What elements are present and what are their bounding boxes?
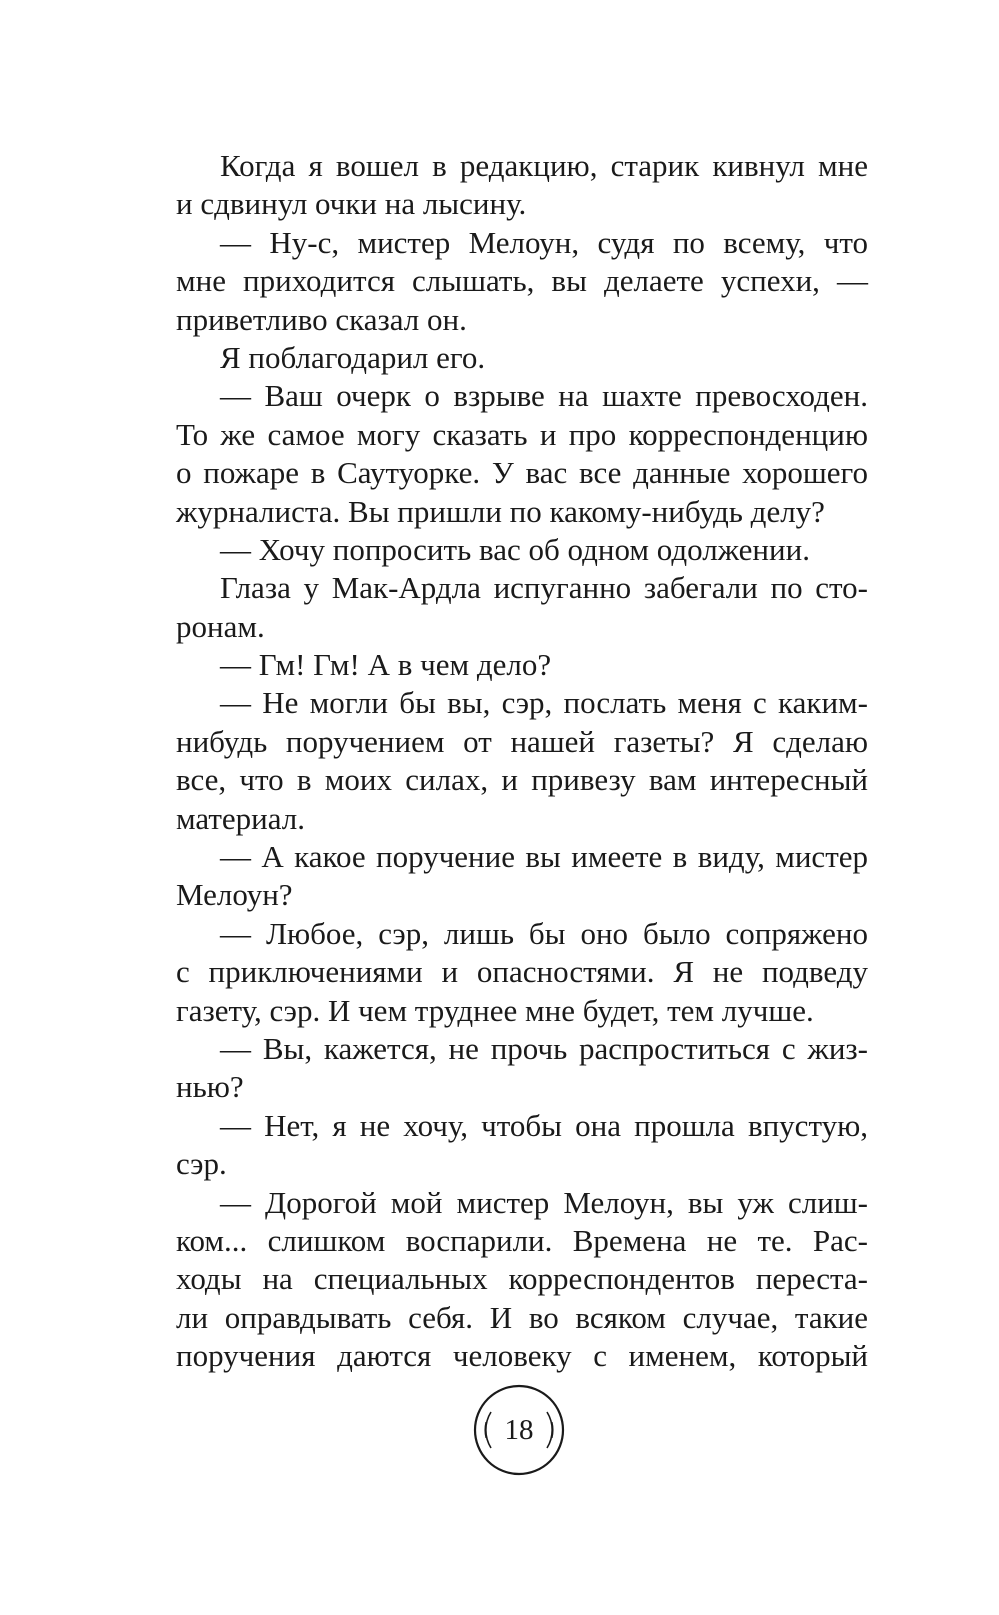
- text-line: мне приходится слышать, вы делаете успехи, —: [176, 263, 868, 299]
- page-number: 18: [504, 1414, 534, 1446]
- text-line: поручения даются человеку с именем, который: [176, 1338, 868, 1374]
- text-line: материал.: [176, 800, 306, 836]
- text-line: журналиста. Вы пришли по какому-нибудь делу?: [176, 493, 825, 529]
- text-line: Мелоун?: [176, 877, 293, 913]
- text-line: ком... слишком воспарили. Времена не те. Рас-: [176, 1222, 868, 1258]
- text-line: Глаза у Мак-Ардла испуганно забегали по сто-: [220, 570, 868, 606]
- text-line: и сдвинул очки на лысину.: [176, 186, 527, 222]
- text-line: — Любое, сэр, лишь бы оно было сопряжено: [220, 915, 868, 951]
- text-line: приветливо сказал он.: [176, 301, 467, 337]
- text-line: — Дорогой мой мистер Мелоун, вы уж слиш-: [220, 1184, 868, 1220]
- text-line: ронам.: [176, 608, 265, 644]
- text-line: — Хочу попросить вас об одном одолжении.: [220, 531, 810, 567]
- text-line: с приключениями и опасностями. Я не подведу: [176, 954, 868, 990]
- text-line: — Гм! Гм! А в чем дело?: [220, 647, 552, 683]
- text-line: — А какое поручение вы имеете в виду, мистер: [220, 839, 868, 875]
- text-line: сэр.: [176, 1146, 227, 1182]
- page-number-badge: [471, 1382, 567, 1478]
- text-line: все, что в моих силах, и привезу вам интересный: [176, 762, 868, 798]
- text-line: о пожаре в Саутуорке. У вас все данные хорошего: [176, 455, 868, 491]
- text-line: — Вы, кажется, не прочь распроститься с жиз-: [220, 1030, 868, 1066]
- text-line: — Ну-с, мистер Мелоун, судя по всему, что: [220, 224, 868, 260]
- text-line: ли оправдывать себя. И во всяком случае, такие: [176, 1299, 868, 1335]
- text-line: Я поблагодарил его.: [220, 339, 486, 375]
- text-line: То же самое могу сказать и про корреспонденцию: [176, 416, 868, 452]
- text-line: Когда я вошел в редакцию, старик кивнул мне: [220, 148, 868, 183]
- text-line: газету, сэр. И чем труднее мне будет, тем лучше.: [176, 992, 814, 1028]
- text-line: нью?: [176, 1069, 244, 1105]
- text-line: — Нет, я не хочу, чтобы она прошла впустую,: [220, 1107, 868, 1143]
- text-line: — Ваш очерк о взрыве на шахте превосходен.: [220, 378, 868, 414]
- text-line: нибудь поручением от нашей газеты? Я сделаю: [176, 723, 868, 759]
- text-line: ходы на специальных корреспондентов переста-: [176, 1261, 868, 1297]
- text-line: — Не могли бы вы, сэр, послать меня с каким-: [220, 685, 868, 721]
- body-text: [176, 147, 868, 1376]
